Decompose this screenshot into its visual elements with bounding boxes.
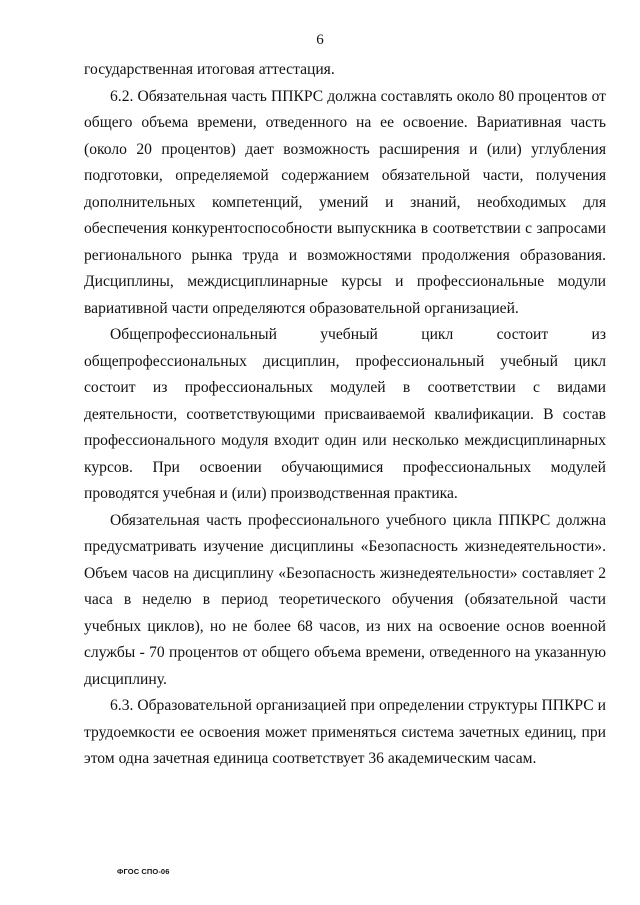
paragraph-6-3: 6.3. Образовательной организацией при определении структуры ППКРС и трудоемкости ее освоения может применяться система зачетных единиц, при этом одна зачетная единица соответствует 36 академическим часам.: [84, 697, 606, 767]
footer-label: ФГОС СПО-06: [117, 867, 170, 876]
paragraph-6-2: 6.2. Обязательная часть ППКРС должна составлять около 80 процентов от общего объема времени, отведенного на ее освоение. Вариативная часть (около 20 процентов) дает возможность расширения и (или) углубления подготовки, определяемой содержанием обязательной части, получения дополнительных компетенций, умений и знаний, необходимых для обеспечения конкурентоспособности выпускника в соответствии с запросами регионального рынка труда и возможностями продолжения образования. Дисциплины, междисциплинарные курсы и профессиональные модули вариативной части определяются образовательной организацией.: [84, 87, 606, 317]
paragraph-general-cycle: Общепрофессиональный учебный цикл состоит из общепрофессиональных дисциплин, профессиональный учебный цикл состоит из профессиональных модулей в соответствии с видами деятельности, соответствующими присваиваемой квалификации. В состав профессионального модуля входит один или несколько междисциплинарных курсов. При освоении обучающимися профессиональных модулей проводятся учебная и (или) производственная практика.: [84, 326, 606, 502]
paragraph-life-safety: Обязательная часть профессионального учебного цикла ППКРС должна предусматривать изучение дисциплины «Безопасность жизнедеятельности». Объем часов на дисциплину «Безопасность жизнедеятельности» составляет 2 часа в неделю в период теоретического обучения (обязательной части учебных циклов), но не более 68 часов, из них на освоение основ военной службы - 70 процентов от общего объема времени, отведенного на указанную дисциплину.: [84, 511, 606, 688]
page-number: 6: [316, 32, 324, 48]
paragraph-continuation: государственная итоговая аттестация.: [84, 61, 335, 78]
document-body: [84, 57, 606, 773]
